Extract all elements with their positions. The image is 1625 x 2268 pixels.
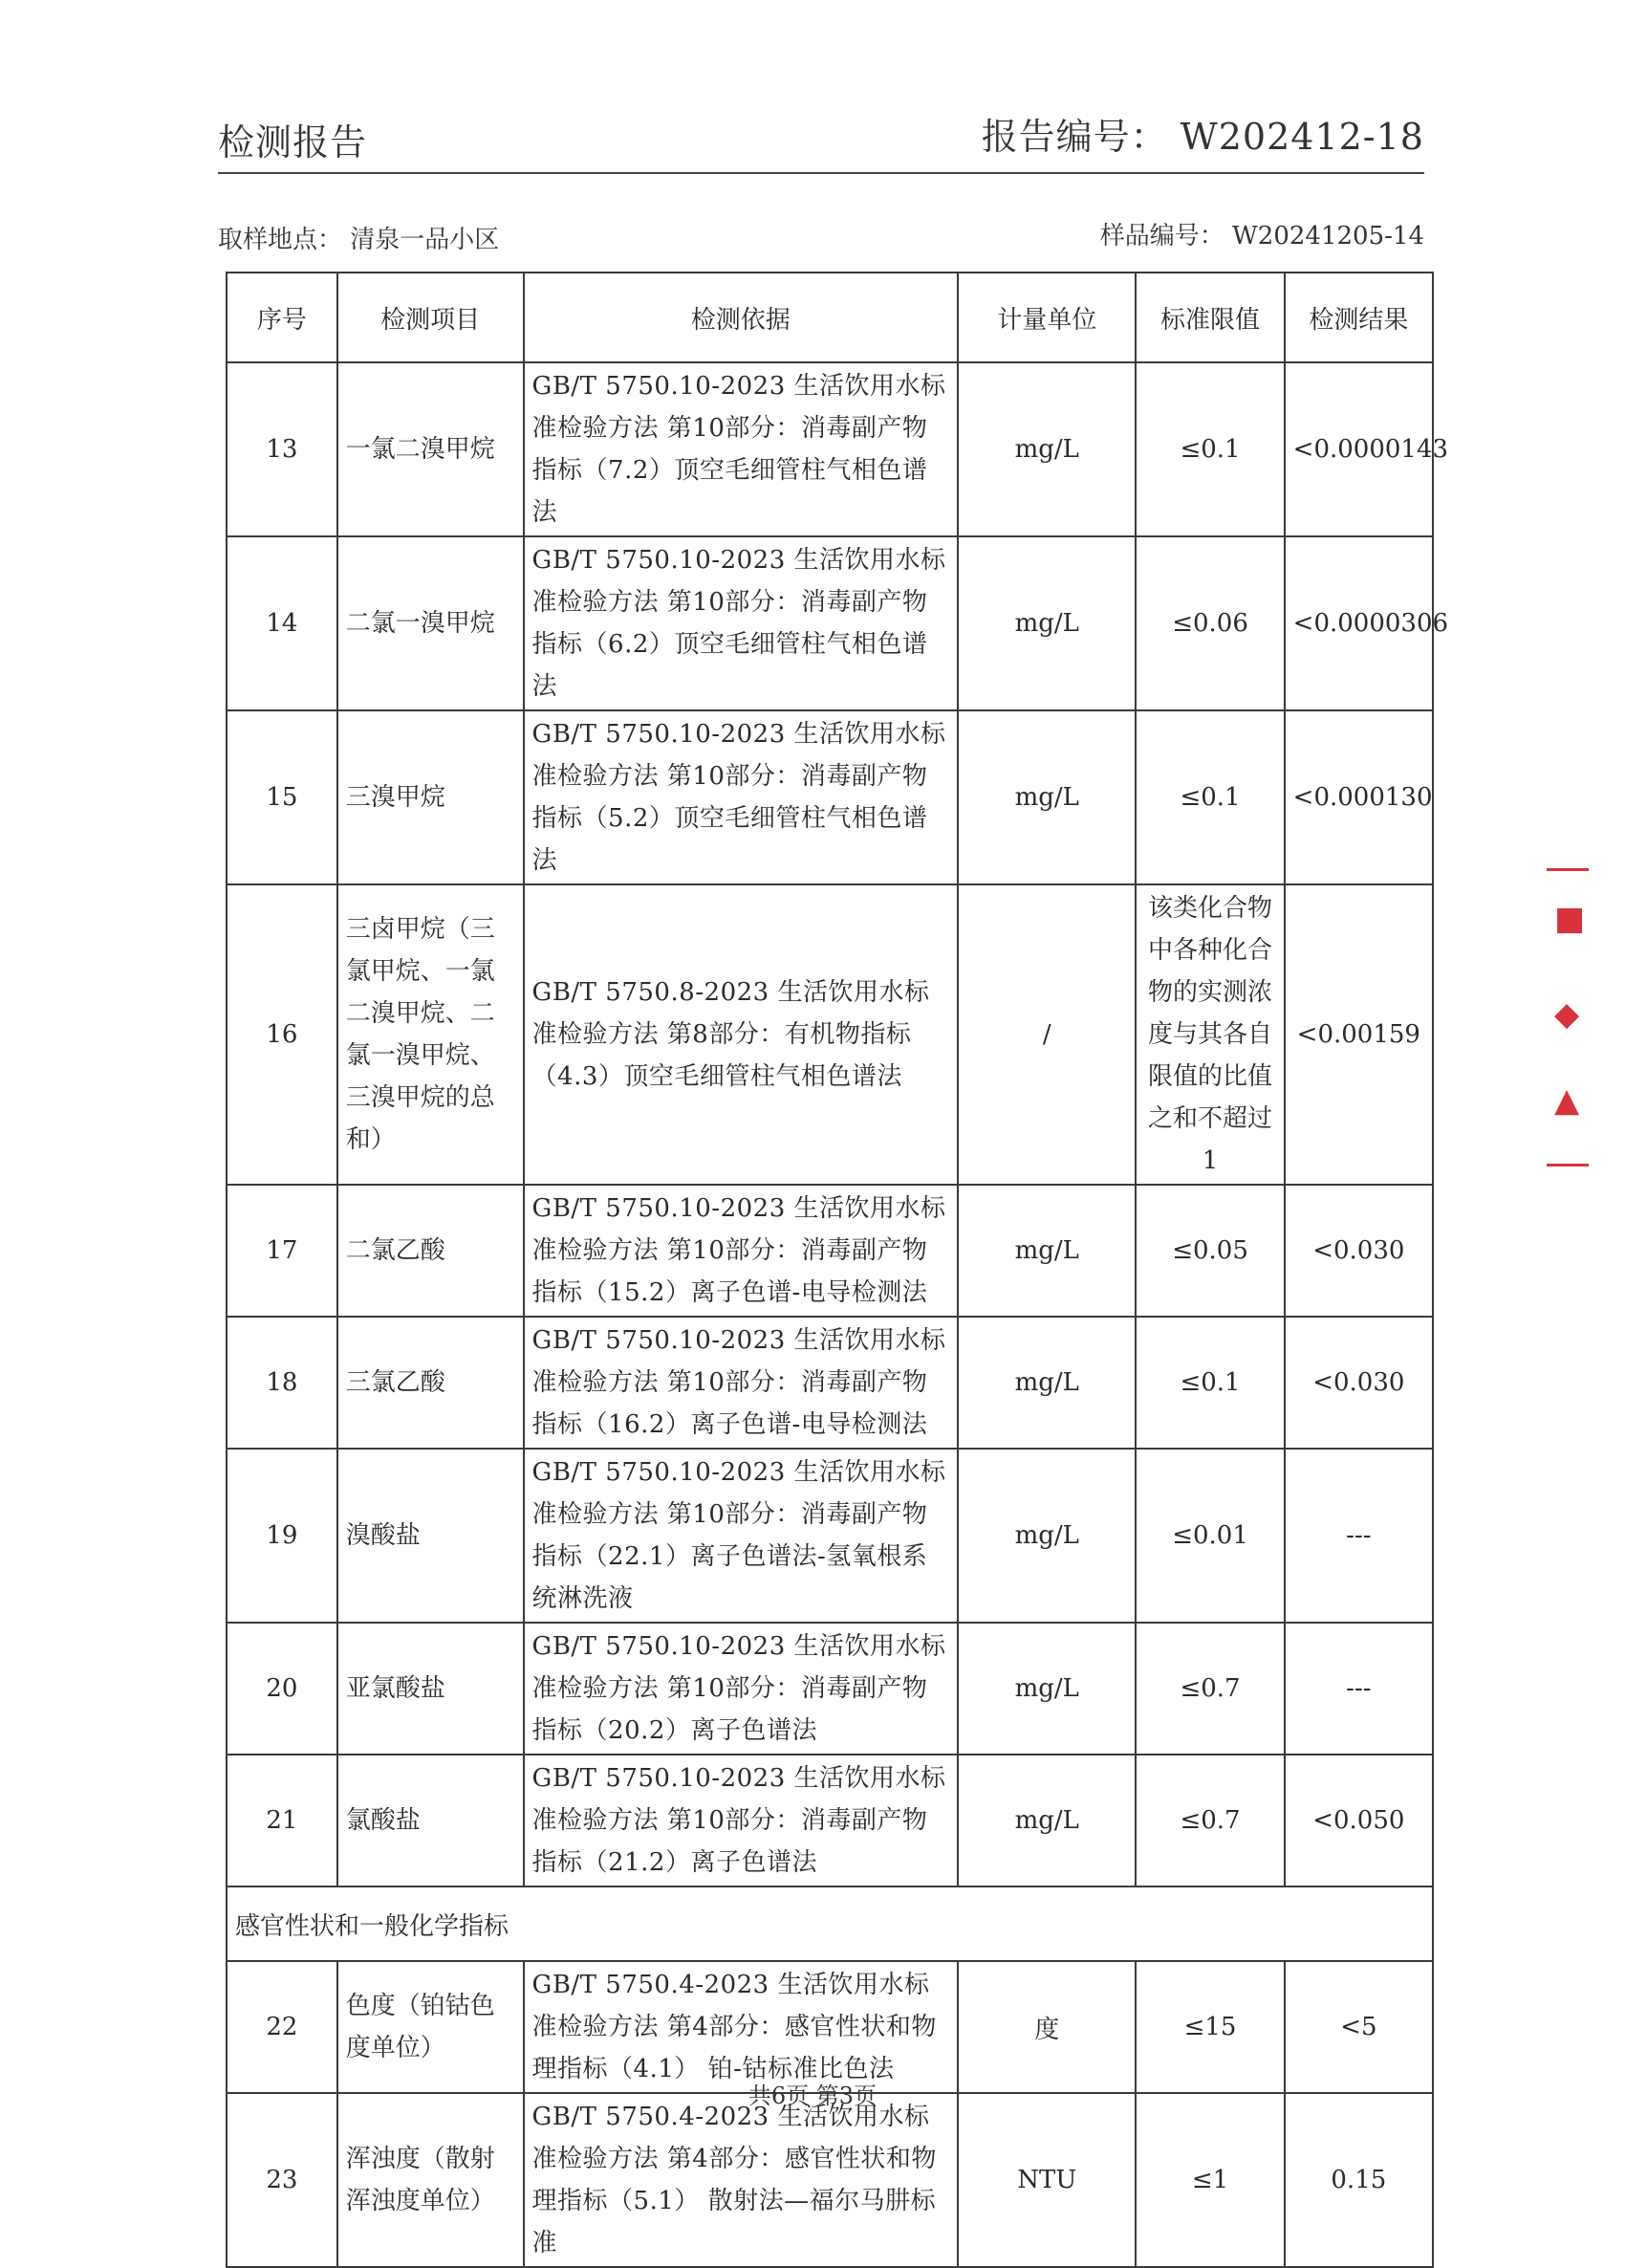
test-result: --- — [1285, 1623, 1433, 1755]
test-result: --- — [1285, 1449, 1433, 1623]
test-basis: GB/T 5750.4-2023 生活饮用水标准检验方法 第4部分：感官性状和物理指标（5.1） 散射法—福尔马肼标准 — [524, 2093, 959, 2267]
unit: / — [958, 884, 1136, 1185]
row-number: 14 — [227, 536, 337, 710]
table-row — [227, 1317, 1433, 1449]
column-header-item: 检测项目 — [337, 273, 524, 362]
test-basis: GB/T 5750.10-2023 生活饮用水标准检验方法 第10部分：消毒副产物指标（21.2）离子色谱法 — [524, 1755, 959, 1886]
test-result: <0.030 — [1285, 1185, 1433, 1317]
row-number: 21 — [227, 1755, 337, 1886]
test-basis: GB/T 5750.10-2023 生活饮用水标准检验方法 第10部分：消毒副产物指标（5.2）顶空毛细管柱气相色谱法 — [524, 710, 959, 884]
column-header-result: 检测结果 — [1285, 273, 1433, 362]
table-row — [227, 362, 1433, 536]
table-row — [227, 1755, 1433, 1886]
standard-limit: ≤1 — [1136, 2093, 1284, 2267]
row-number: 22 — [227, 1961, 337, 2093]
unit: NTU — [958, 2093, 1136, 2267]
table-row — [227, 2093, 1433, 2267]
standard-limit: ≤0.1 — [1136, 710, 1284, 884]
test-results-table — [226, 272, 1449, 2268]
unit: mg/L — [958, 1449, 1136, 1623]
table-row — [227, 1623, 1433, 1755]
sample-meta — [218, 216, 1424, 254]
page-number: 共6页 第3页 — [748, 2083, 878, 2109]
unit: mg/L — [958, 536, 1136, 710]
table-row — [227, 710, 1433, 884]
unit: mg/L — [958, 1755, 1136, 1886]
unit: mg/L — [958, 1623, 1136, 1755]
section-title: 感官性状和一般化学指标 — [227, 1886, 1433, 1961]
row-number: 15 — [227, 710, 337, 884]
table-row — [227, 536, 1433, 710]
standard-limit: ≤0.05 — [1136, 1185, 1284, 1317]
standard-limit: ≤0.06 — [1136, 536, 1284, 710]
standard-limit: ≤0.01 — [1136, 1449, 1284, 1623]
sample-number: 样品编号： W20241205-14 — [1099, 222, 1424, 251]
seal-stamp-fragment — [1547, 868, 1589, 1167]
table-row — [227, 884, 1433, 1185]
test-basis: GB/T 5750.10-2023 生活饮用水标准检验方法 第10部分：消毒副产物指标（22.1）离子色谱法-氢氧根系统淋洗液 — [524, 1449, 959, 1623]
column-header-no: 序号 — [227, 273, 337, 362]
test-item: 色度（铂钴色度单位） — [337, 1961, 524, 2093]
test-basis: GB/T 5750.8-2023 生活饮用水标准检验方法 第8部分：有机物指标（4.3）顶空毛细管柱气相色谱法 — [524, 884, 959, 1185]
seal-mark-icon: ◆ — [1554, 995, 1580, 1034]
unit: 度 — [958, 1961, 1136, 2093]
test-basis: GB/T 5750.10-2023 生活饮用水标准检验方法 第10部分：消毒副产物指标（7.2）顶空毛细管柱气相色谱法 — [524, 362, 959, 536]
test-basis: GB/T 5750.10-2023 生活饮用水标准检验方法 第10部分：消毒副产物指标（6.2）顶空毛细管柱气相色谱法 — [524, 536, 959, 710]
standard-limit: 该类化合物中各种化合物的实测浓度与其各自限值的比值之和不超过1 — [1136, 884, 1284, 1185]
test-result: <0.050 — [1285, 1755, 1433, 1886]
seal-mark-icon: ▲ — [1554, 1081, 1580, 1120]
unit: mg/L — [958, 710, 1136, 884]
row-number: 16 — [227, 884, 337, 1185]
page-header — [218, 107, 1424, 174]
table-header-row — [227, 273, 1433, 362]
sampling-location: 取样地点： 清泉一品小区 — [218, 226, 500, 254]
unit: mg/L — [958, 362, 1136, 536]
standard-limit: ≤0.7 — [1136, 1623, 1284, 1755]
row-number: 19 — [227, 1449, 337, 1623]
test-item: 二氯乙酸 — [337, 1185, 524, 1317]
unit: mg/L — [958, 1317, 1136, 1449]
row-number: 18 — [227, 1317, 337, 1449]
row-number: 13 — [227, 362, 337, 536]
test-basis: GB/T 5750.10-2023 生活饮用水标准检验方法 第10部分：消毒副产物指标（15.2）离子色谱-电导检测法 — [524, 1185, 959, 1317]
column-header-limit: 标准限值 — [1136, 273, 1284, 362]
standard-limit: ≤0.1 — [1136, 362, 1284, 536]
test-basis: GB/T 5750.10-2023 生活饮用水标准检验方法 第10部分：消毒副产物指标（16.2）离子色谱-电导检测法 — [524, 1317, 959, 1449]
standard-limit: ≤0.1 — [1136, 1317, 1284, 1449]
test-result: <0.000130 — [1285, 710, 1433, 884]
test-item: 三卤甲烷（三氯甲烷、一氯二溴甲烷、二氯一溴甲烷、三溴甲烷的总和） — [337, 884, 524, 1185]
section-header-row — [227, 1886, 1433, 1961]
test-result: <0.030 — [1285, 1317, 1433, 1449]
standard-limit: ≤0.7 — [1136, 1755, 1284, 1886]
test-basis: GB/T 5750.10-2023 生活饮用水标准检验方法 第10部分：消毒副产物指标（20.2）离子色谱法 — [524, 1623, 959, 1755]
test-item: 三溴甲烷 — [337, 710, 524, 884]
document-title: 检测报告 — [218, 121, 368, 164]
test-result: <0.00159 — [1285, 884, 1433, 1185]
table-row — [227, 1185, 1433, 1317]
test-result: <0.0000143 — [1285, 362, 1433, 536]
row-number: 17 — [227, 1185, 337, 1317]
test-result: <0.0000306 — [1285, 536, 1433, 710]
test-item: 二氯一溴甲烷 — [337, 536, 524, 710]
standard-limit: ≤15 — [1136, 1961, 1284, 2093]
table-row — [227, 1449, 1433, 1623]
test-item: 亚氯酸盐 — [337, 1623, 524, 1755]
test-result: <5 — [1285, 1961, 1433, 2093]
column-header-basis: 检测依据 — [524, 273, 959, 362]
test-basis: GB/T 5750.4-2023 生活饮用水标准检验方法 第4部分：感官性状和物理指标（4.1） 铂-钴标准比色法 — [524, 1961, 959, 2093]
seal-mark-icon: ■ — [1554, 900, 1586, 938]
header-divider — [218, 172, 1424, 174]
test-item: 氯酸盐 — [337, 1755, 524, 1886]
row-number: 23 — [227, 2093, 337, 2267]
table-row — [227, 1961, 1433, 2093]
column-header-unit: 计量单位 — [958, 273, 1136, 362]
test-item: 浑浊度（散射浑浊度单位） — [337, 2093, 524, 2267]
row-number: 20 — [227, 1623, 337, 1755]
report-number: 报告编号： W202412-18 — [981, 116, 1424, 158]
test-result: 0.15 — [1285, 2093, 1433, 2267]
unit: mg/L — [958, 1185, 1136, 1317]
test-item: 溴酸盐 — [337, 1449, 524, 1623]
test-item: 一氯二溴甲烷 — [337, 362, 524, 536]
test-item: 三氯乙酸 — [337, 1317, 524, 1449]
